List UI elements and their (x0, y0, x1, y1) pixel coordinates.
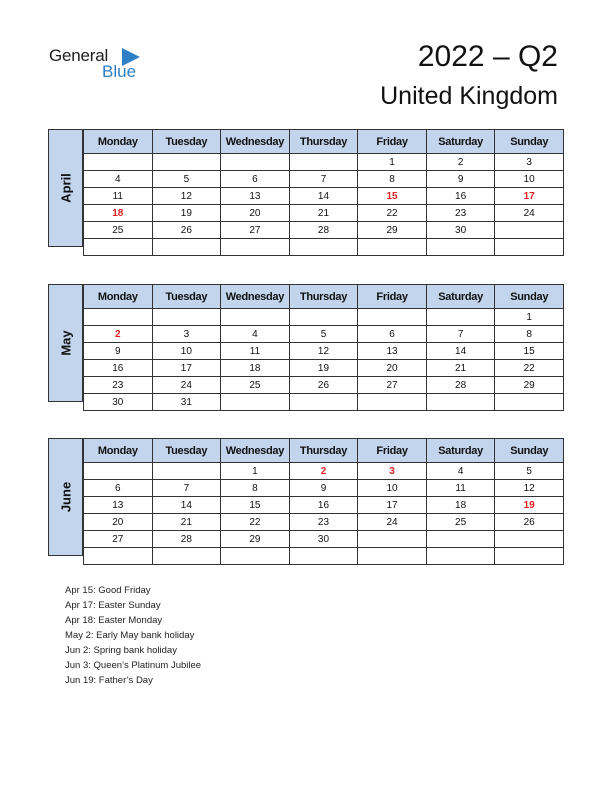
day-cell (426, 531, 495, 548)
day-cell: 24 (495, 205, 564, 222)
week-row (84, 463, 564, 480)
day-cell: 23 (426, 205, 495, 222)
weekday-header: Saturday (426, 285, 495, 309)
week-row (84, 514, 564, 531)
day-cell (426, 548, 495, 565)
logo-blue: Blue (102, 62, 137, 81)
day-cell: 25 (84, 222, 153, 239)
day-cell: 11 (426, 480, 495, 497)
day-cell: 29 (358, 222, 427, 239)
weekday-header: Thursday (289, 130, 358, 154)
day-cell (426, 239, 495, 256)
day-cell (152, 239, 221, 256)
weekday-header: Tuesday (152, 285, 221, 309)
day-cell: 11 (84, 188, 153, 205)
weekday-header: Monday (84, 439, 153, 463)
day-cell (289, 154, 358, 171)
day-cell: 25 (221, 377, 290, 394)
day-cell: 13 (221, 188, 290, 205)
day-cell: 26 (152, 222, 221, 239)
day-cell: 16 (426, 188, 495, 205)
week-row (84, 377, 564, 394)
day-cell: 8 (495, 326, 564, 343)
day-cell (495, 239, 564, 256)
month-june (48, 438, 564, 556)
day-cell (358, 548, 427, 565)
day-cell: 20 (221, 205, 290, 222)
day-cell (358, 239, 427, 256)
day-cell: 4 (221, 326, 290, 343)
week-row (84, 531, 564, 548)
day-cell: 15 (358, 188, 427, 205)
weekday-header: Tuesday (152, 439, 221, 463)
day-cell: 3 (358, 463, 427, 480)
weekday-header: Sunday (495, 285, 564, 309)
day-cell: 20 (358, 360, 427, 377)
day-cell: 28 (426, 377, 495, 394)
week-row (84, 154, 564, 171)
day-cell: 14 (152, 497, 221, 514)
weekday-header: Saturday (426, 130, 495, 154)
weekday-header: Wednesday (221, 439, 290, 463)
day-cell: 6 (84, 480, 153, 497)
week-row (84, 188, 564, 205)
weekday-header: Friday (358, 130, 427, 154)
day-cell: 18 (84, 205, 153, 222)
day-cell: 27 (358, 377, 427, 394)
day-cell: 16 (84, 360, 153, 377)
week-row (84, 497, 564, 514)
week-row (84, 360, 564, 377)
week-row (84, 239, 564, 256)
day-cell: 21 (152, 514, 221, 531)
day-cell: 9 (426, 171, 495, 188)
day-cell: 23 (289, 514, 358, 531)
country-title: United Kingdom (380, 82, 558, 110)
day-cell: 30 (426, 222, 495, 239)
day-cell: 27 (221, 222, 290, 239)
day-cell: 18 (426, 497, 495, 514)
day-cell (289, 394, 358, 411)
day-cell: 9 (84, 343, 153, 360)
day-cell: 31 (152, 394, 221, 411)
weekday-header: Wednesday (221, 285, 290, 309)
day-cell (221, 309, 290, 326)
week-row (84, 222, 564, 239)
day-cell (84, 309, 153, 326)
day-cell: 18 (221, 360, 290, 377)
day-cell: 8 (358, 171, 427, 188)
day-cell: 2 (289, 463, 358, 480)
month-may (48, 284, 564, 408)
day-cell: 14 (426, 343, 495, 360)
day-cell (358, 394, 427, 411)
holiday-item: Jun 2: Spring bank holiday (65, 645, 177, 656)
day-cell: 27 (84, 531, 153, 548)
weekday-header: Tuesday (152, 130, 221, 154)
holiday-item: Apr 18: Easter Monday (65, 615, 163, 626)
weekday-header: Sunday (495, 439, 564, 463)
day-cell (426, 394, 495, 411)
day-cell: 17 (358, 497, 427, 514)
day-cell: 11 (221, 343, 290, 360)
day-cell: 9 (289, 480, 358, 497)
day-cell: 24 (358, 514, 427, 531)
day-cell: 20 (84, 514, 153, 531)
day-cell (152, 548, 221, 565)
weekday-header: Monday (84, 285, 153, 309)
day-cell: 17 (495, 188, 564, 205)
day-cell: 13 (84, 497, 153, 514)
day-cell: 10 (358, 480, 427, 497)
day-cell: 7 (426, 326, 495, 343)
day-cell: 21 (289, 205, 358, 222)
weekday-header: Sunday (495, 130, 564, 154)
day-cell: 5 (289, 326, 358, 343)
day-cell: 7 (289, 171, 358, 188)
week-row (84, 343, 564, 360)
week-row (84, 309, 564, 326)
day-cell (358, 309, 427, 326)
week-row (84, 394, 564, 411)
day-cell (84, 463, 153, 480)
day-cell: 19 (495, 497, 564, 514)
day-cell: 28 (152, 531, 221, 548)
day-cell: 28 (289, 222, 358, 239)
day-cell (221, 154, 290, 171)
holiday-item: Apr 15: Good Friday (65, 585, 151, 596)
month-april (48, 129, 564, 247)
day-cell: 16 (289, 497, 358, 514)
day-cell (426, 309, 495, 326)
day-cell: 22 (495, 360, 564, 377)
month-label-column (48, 284, 83, 402)
weekday-header: Friday (358, 285, 427, 309)
weekday-header: Friday (358, 439, 427, 463)
day-cell: 13 (358, 343, 427, 360)
weekday-header: Monday (84, 130, 153, 154)
day-cell (495, 222, 564, 239)
day-cell: 4 (426, 463, 495, 480)
month-name: June (58, 481, 73, 513)
day-cell: 22 (221, 514, 290, 531)
day-cell (289, 239, 358, 256)
holiday-list (65, 583, 201, 688)
week-row (84, 480, 564, 497)
holiday-item: May 2: Early May bank holiday (65, 630, 195, 641)
day-cell: 15 (495, 343, 564, 360)
day-cell: 17 (152, 360, 221, 377)
month-name: April (58, 173, 73, 203)
day-cell: 26 (289, 377, 358, 394)
day-cell: 10 (495, 171, 564, 188)
day-cell (289, 309, 358, 326)
day-cell: 1 (221, 463, 290, 480)
day-cell: 5 (495, 463, 564, 480)
day-cell: 29 (221, 531, 290, 548)
day-cell: 2 (426, 154, 495, 171)
day-cell: 14 (289, 188, 358, 205)
month-label-column (48, 438, 83, 556)
day-cell: 2 (84, 326, 153, 343)
day-cell (152, 154, 221, 171)
calendar-grid (83, 284, 564, 411)
day-cell: 12 (289, 343, 358, 360)
day-cell: 1 (358, 154, 427, 171)
day-cell (84, 548, 153, 565)
day-cell: 6 (221, 171, 290, 188)
day-cell (152, 309, 221, 326)
day-cell: 3 (495, 154, 564, 171)
day-cell: 1 (495, 309, 564, 326)
month-name: May (58, 330, 73, 356)
weekday-header: Thursday (289, 439, 358, 463)
logo (49, 44, 159, 84)
logo-general: General (49, 46, 109, 65)
day-cell (495, 394, 564, 411)
holiday-item: Jun 19: Father’s Day (65, 675, 153, 686)
day-cell: 15 (221, 497, 290, 514)
day-cell (84, 154, 153, 171)
day-cell: 7 (152, 480, 221, 497)
day-cell (221, 394, 290, 411)
day-cell: 29 (495, 377, 564, 394)
holiday-item: Jun 3: Queen’s Platinum Jubilee (65, 660, 202, 671)
day-cell: 23 (84, 377, 153, 394)
weekday-header: Thursday (289, 285, 358, 309)
day-cell: 22 (358, 205, 427, 222)
day-cell (221, 239, 290, 256)
day-cell (221, 548, 290, 565)
day-cell (289, 548, 358, 565)
day-cell: 12 (495, 480, 564, 497)
day-cell: 30 (84, 394, 153, 411)
day-cell (152, 463, 221, 480)
day-cell: 21 (426, 360, 495, 377)
day-cell: 19 (289, 360, 358, 377)
day-cell: 12 (152, 188, 221, 205)
day-cell: 30 (289, 531, 358, 548)
day-cell: 10 (152, 343, 221, 360)
week-row (84, 205, 564, 222)
day-cell: 4 (84, 171, 153, 188)
day-cell: 3 (152, 326, 221, 343)
day-cell: 26 (495, 514, 564, 531)
day-cell: 24 (152, 377, 221, 394)
weekday-header: Wednesday (221, 130, 290, 154)
weekday-header: Saturday (426, 439, 495, 463)
day-cell (495, 531, 564, 548)
week-row (84, 171, 564, 188)
calendar-grid (83, 129, 564, 256)
day-cell (358, 531, 427, 548)
day-cell: 25 (426, 514, 495, 531)
month-label-column (48, 129, 83, 247)
day-cell: 8 (221, 480, 290, 497)
day-cell: 5 (152, 171, 221, 188)
day-cell: 6 (358, 326, 427, 343)
day-cell (84, 239, 153, 256)
day-cell (495, 548, 564, 565)
page-title: 2022 – Q2 (417, 40, 558, 73)
holiday-item: Apr 17: Easter Sunday (65, 600, 161, 611)
day-cell: 19 (152, 205, 221, 222)
week-row (84, 548, 564, 565)
week-row (84, 326, 564, 343)
calendar-grid (83, 438, 564, 565)
